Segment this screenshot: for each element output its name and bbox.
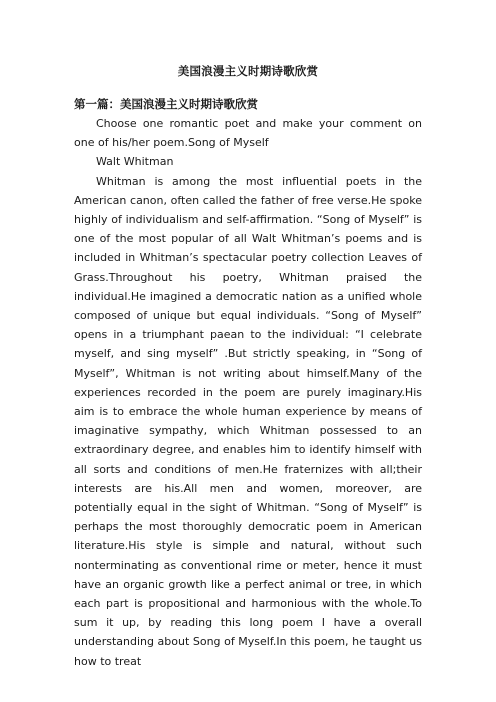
document-title: 美国浪漫主义时期诗歌欣赏 — [177, 64, 319, 78]
paragraph-author: Walt Whitman — [96, 155, 174, 169]
section-heading: 第一篇：美国浪漫主义时期诗歌欣赏 — [74, 97, 258, 111]
paragraph-essay: Whitman is among the most influential poets in the American canon, often called the father of free verse.He spoke highly of individualism and self-affirmation. “Song of Myself” is one of the most popular of all Walt Whitman’s poems and is included in Whitman’s spectacular poetry collection Leaves of Grass.Throughout his poetry, Whitman praised the individual.He imagined a democratic nation as a unified whole composed of unique but equal individuals. “Song of Myself” opens in a triumphant paean to the individual: “I celebrate myself, and sing myself” .But strictly speaking, in “Song of Myself”, Whitman is not writing about himself.Many of the experiences recorded in the poem are purely imaginary.His aim is to embrace the whole human experience by means of imaginative sympathy, which Whitman possessed to an extraordinary degree, and enables him to identify himself with all sorts and conditions of men.He fraternizes with all;their interests are his.All men and women, moreover, are potentially equal in the sight of Whitman. “Song of Myself” is perhaps the most thoroughly democratic poem in American literature.His style is simple and natural, without such nonterminating as conventional rime or meter, hence it must have an organic growth like a perfect animal or tree, in which each part is propositional and harmonious with the whole.To sum it up, by reading this long poem I have a overall understanding about Song of Myself.In this poem, he taught us how to treat — [74, 174, 422, 668]
document-body — [74, 114, 422, 671]
paragraph-prompt: Choose one romantic poet and make your comment on one of his/her poem.Song of Myself — [74, 117, 422, 150]
